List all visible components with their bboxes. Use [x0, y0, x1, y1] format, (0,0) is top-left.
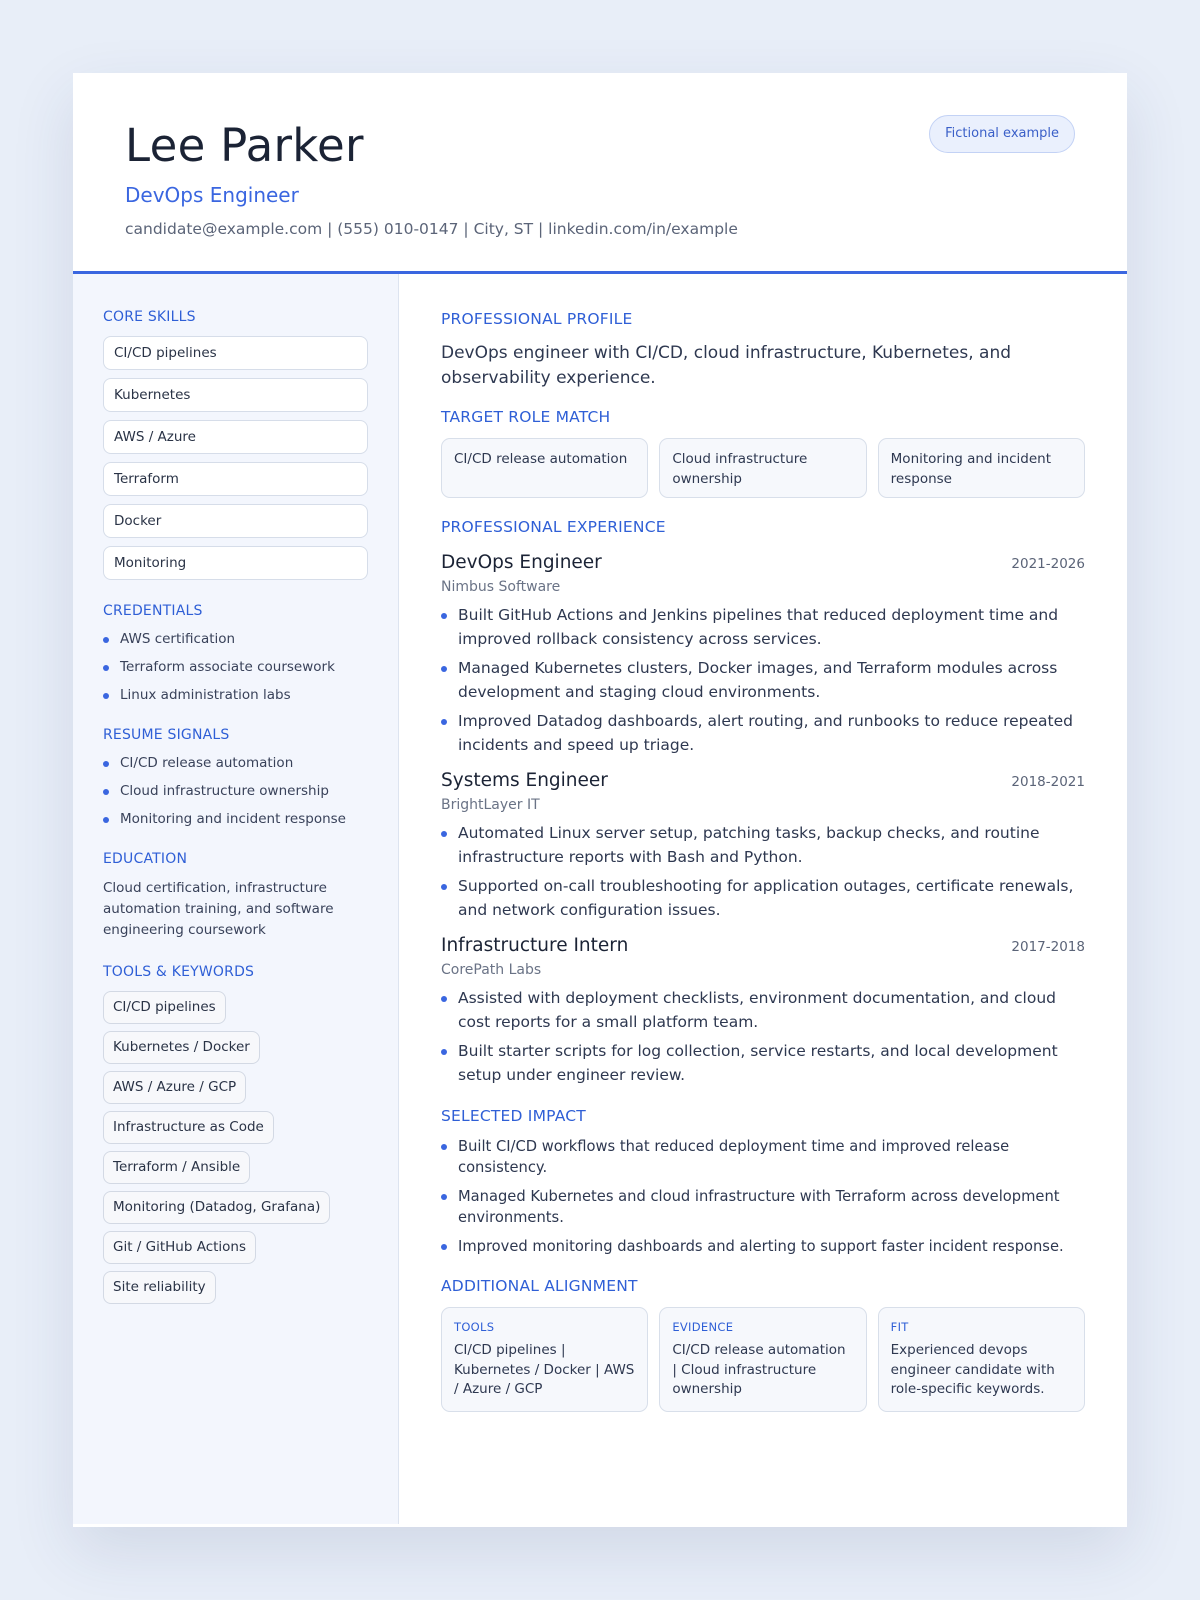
sidebar: [73, 274, 399, 1524]
impact-heading: SELECTED IMPACT: [441, 1107, 586, 1125]
profile-text: DevOps engineer with CI/CD, cloud infrastructure, Kubernetes, and observability experience.: [441, 343, 1012, 388]
list-item: Terraform associate coursework: [103, 658, 368, 676]
alignment-card: [878, 1307, 1085, 1412]
list-item: Managed Kubernetes clusters, Docker images, and Terraform modules across development and staging cloud environments.: [441, 657, 1085, 704]
list-item: Built starter scripts for log collection, service restarts, and local development setup under engineer review.: [441, 1040, 1085, 1087]
credentials-list: [103, 630, 368, 704]
core-skill-item: Docker: [103, 504, 368, 538]
list-item: Built CI/CD workflows that reduced deployment time and improved release consistency.: [441, 1136, 1085, 1178]
keyword-tag: CI/CD pipelines: [103, 991, 226, 1024]
keyword-tags: [103, 991, 373, 1304]
target-role-card: CI/CD release automation: [441, 438, 648, 498]
candidate-role: DevOps Engineer: [125, 183, 299, 207]
list-item: Improved monitoring dashboards and alerting to support faster incident response.: [441, 1236, 1085, 1257]
alignment-card-text: CI/CD pipelines | Kubernetes / Docker | AWS / Azure / GCP: [454, 1342, 635, 1397]
list-item: Cloud infrastructure ownership: [103, 782, 368, 800]
company-name: BrightLayer IT: [441, 797, 540, 813]
job-dates: 2018-2021: [1011, 774, 1085, 790]
job-entry: [441, 551, 1085, 757]
contact-line: candidate@example.com | (555) 010-0147 | City, ST | linkedin.com/in/example: [125, 220, 738, 238]
job-entry: [441, 769, 1085, 922]
alignment-card: [659, 1307, 866, 1412]
education-text: Cloud certification, infrastructure automation training, and software engineering coursework: [103, 880, 334, 938]
credentials-heading: CREDENTIALS: [103, 603, 203, 619]
keyword-tag: AWS / Azure / GCP: [103, 1071, 246, 1104]
tools-keywords-heading: TOOLS & KEYWORDS: [103, 964, 255, 980]
candidate-name: Lee Parker: [125, 119, 364, 172]
fictional-example-badge: Fictional example: [929, 115, 1075, 153]
list-item: Linux administration labs: [103, 686, 368, 704]
resume-signals-heading: RESUME SIGNALS: [103, 727, 230, 743]
main-content: [399, 274, 1127, 1524]
alignment-card-label: TOOLS: [454, 1320, 495, 1334]
core-skills-heading: CORE SKILLS: [103, 309, 196, 325]
target-role-cards: [441, 438, 1085, 498]
resume-signals-list: [103, 754, 368, 828]
list-item: Automated Linux server setup, patching tasks, backup checks, and routine infrastructure reports with Bash and Python.: [441, 822, 1085, 869]
keyword-tag: Kubernetes / Docker: [103, 1031, 260, 1064]
list-item: AWS certification: [103, 630, 368, 648]
job-title: Infrastructure Intern: [441, 935, 629, 956]
profile-heading: PROFESSIONAL PROFILE: [441, 310, 633, 328]
alignment-heading: ADDITIONAL ALIGNMENT: [441, 1277, 638, 1295]
core-skill-item: CI/CD pipelines: [103, 336, 368, 370]
alignment-card-label: FIT: [890, 1320, 909, 1334]
job-bullets: [441, 987, 1085, 1087]
resume-body: [73, 274, 1127, 1524]
core-skill-item: Kubernetes: [103, 378, 368, 412]
job-dates: 2017-2018: [1011, 939, 1085, 955]
keyword-tag: Git / GitHub Actions: [103, 1231, 256, 1264]
impact-list: [441, 1136, 1085, 1257]
list-item: Monitoring and incident response: [103, 810, 368, 828]
core-skill-item: Monitoring: [103, 546, 368, 580]
keyword-tag: Terraform / Ansible: [103, 1151, 250, 1184]
target-role-card: Cloud infrastructure ownership: [659, 438, 866, 498]
list-item: Supported on-call troubleshooting for application outages, certificate renewals, and network configuration issues.: [441, 875, 1085, 922]
core-skills-list: [103, 336, 368, 580]
job-title: Systems Engineer: [441, 770, 608, 791]
experience-heading: PROFESSIONAL EXPERIENCE: [441, 518, 666, 536]
target-role-card: Monitoring and incident response: [878, 438, 1085, 498]
core-skill-item: AWS / Azure: [103, 420, 368, 454]
job-bullets: [441, 822, 1085, 922]
target-role-heading: TARGET ROLE MATCH: [441, 408, 611, 426]
alignment-card-text: CI/CD release automation | Cloud infrastructure ownership: [672, 1342, 846, 1397]
resume-header: [73, 73, 1127, 274]
job-entry: [441, 934, 1085, 1087]
alignment-cards: [441, 1307, 1085, 1412]
alignment-card: [441, 1307, 648, 1412]
list-item: Built GitHub Actions and Jenkins pipelines that reduced deployment time and improved rollback consistency across services.: [441, 604, 1085, 651]
resume-page: [73, 73, 1127, 1527]
company-name: Nimbus Software: [441, 579, 561, 595]
core-skill-item: Terraform: [103, 462, 368, 496]
keyword-tag: Monitoring (Datadog, Grafana): [103, 1191, 330, 1224]
list-item: CI/CD release automation: [103, 754, 368, 772]
keyword-tag: Infrastructure as Code: [103, 1111, 274, 1144]
job-title: DevOps Engineer: [441, 552, 602, 573]
job-bullets: [441, 604, 1085, 757]
company-name: CorePath Labs: [441, 962, 542, 978]
list-item: Improved Datadog dashboards, alert routing, and runbooks to reduce repeated incidents and speed up triage.: [441, 710, 1085, 757]
keyword-tag: Site reliability: [103, 1271, 216, 1304]
job-dates: 2021-2026: [1011, 556, 1085, 572]
alignment-card-label: EVIDENCE: [672, 1320, 734, 1334]
alignment-card-text: Experienced devops engineer candidate with role-specific keywords.: [890, 1342, 1055, 1397]
list-item: Assisted with deployment checklists, environment documentation, and cloud cost reports for a small platform team.: [441, 987, 1085, 1034]
list-item: Managed Kubernetes and cloud infrastructure with Terraform across development environments.: [441, 1186, 1085, 1228]
education-heading: EDUCATION: [103, 851, 188, 867]
